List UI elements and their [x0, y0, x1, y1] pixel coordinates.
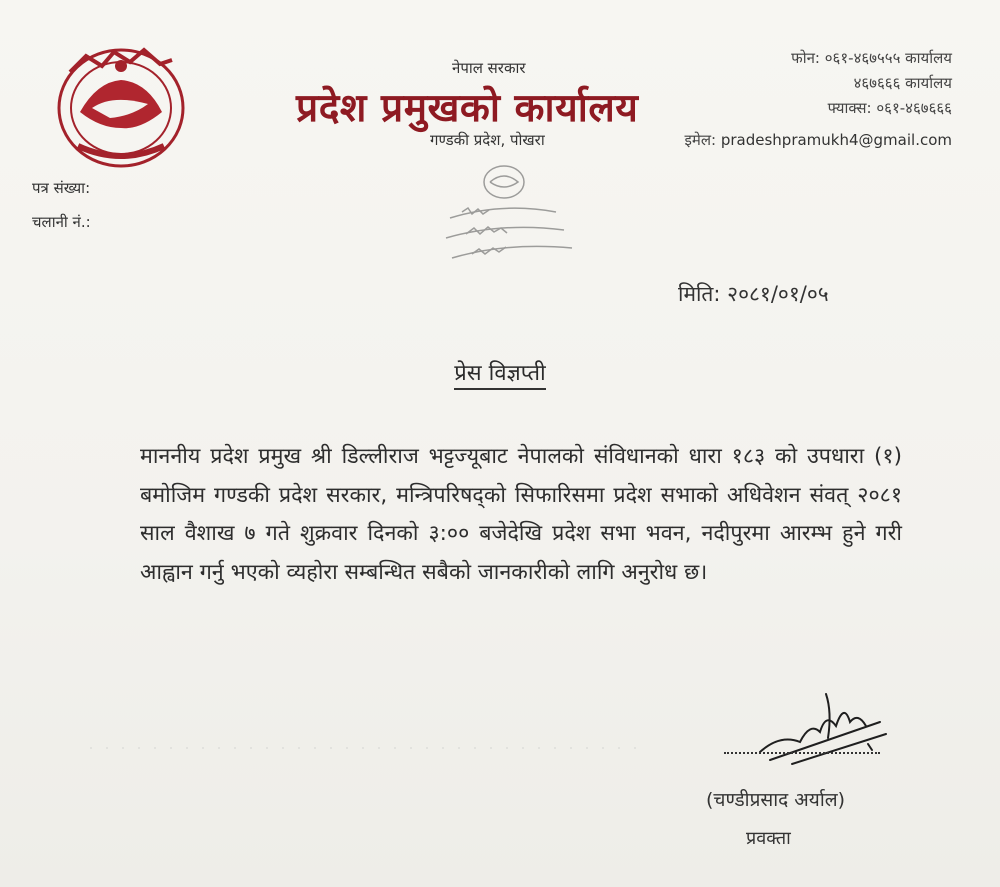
phone-line-1: फोन: ०६१-४६७५५५ कार्यालय — [791, 49, 952, 67]
scan-artifact — [90, 742, 650, 754]
office-title: प्रदेश प्रमुखको कार्यालय — [296, 86, 639, 131]
email-address: pradeshpramukh4@gmail.com — [720, 131, 952, 149]
patra-sankhya-label: पत्र संख्या: — [32, 179, 91, 197]
office-location: गण्डकी प्रदेश, पोखरा — [430, 131, 545, 149]
document-title — [0, 357, 1000, 387]
signatory-name: (चण्डीप्रसाद अर्याल) — [706, 789, 846, 811]
document-title-text: प्रेस विज्ञप्ती — [454, 361, 545, 390]
letter-date: मिति: २०८१/०१/०५ — [678, 282, 829, 306]
handwritten-signature — [740, 682, 890, 772]
office-seal-stamp — [432, 160, 592, 270]
phone-line-2: ४६७६६६ कार्यालय — [853, 74, 952, 92]
email-label: इमेल: — [684, 131, 717, 149]
fax-line: फ्याक्स: ०६१-४६७६६६ — [827, 99, 952, 117]
chalani-number-label: चलानी नं.: — [32, 213, 91, 231]
nepal-emblem-icon — [52, 42, 190, 172]
press-release-body: माननीय प्रदेश प्रमुख श्री डिल्लीराज भट्टज्यूबाट नेपालको संविधानको धारा १८३ को उपधारा (१) बमोजिम गण्डकी प्रदेश सरकार, मन्त्रिपरिषद्को सिफारिसमा प्रदेश सभाको अधिवेशन संवत् २०८१ साल वैशाख ७ गते शुक्रवार दिनको ३:०० बजेदेखि प्रदेश सभा भवन, नदीपुरमा आरम्भ हुने गरी आह्वान गर्नु भएको व्यहोरा सम्बन्धित सबैको जानकारीको लागि अनुरोध छ। — [140, 444, 902, 585]
signatory-role: प्रवक्ता — [746, 828, 791, 849]
email-line — [685, 130, 953, 150]
government-name: नेपाल सरकार — [452, 59, 526, 77]
signature-line — [724, 752, 880, 754]
